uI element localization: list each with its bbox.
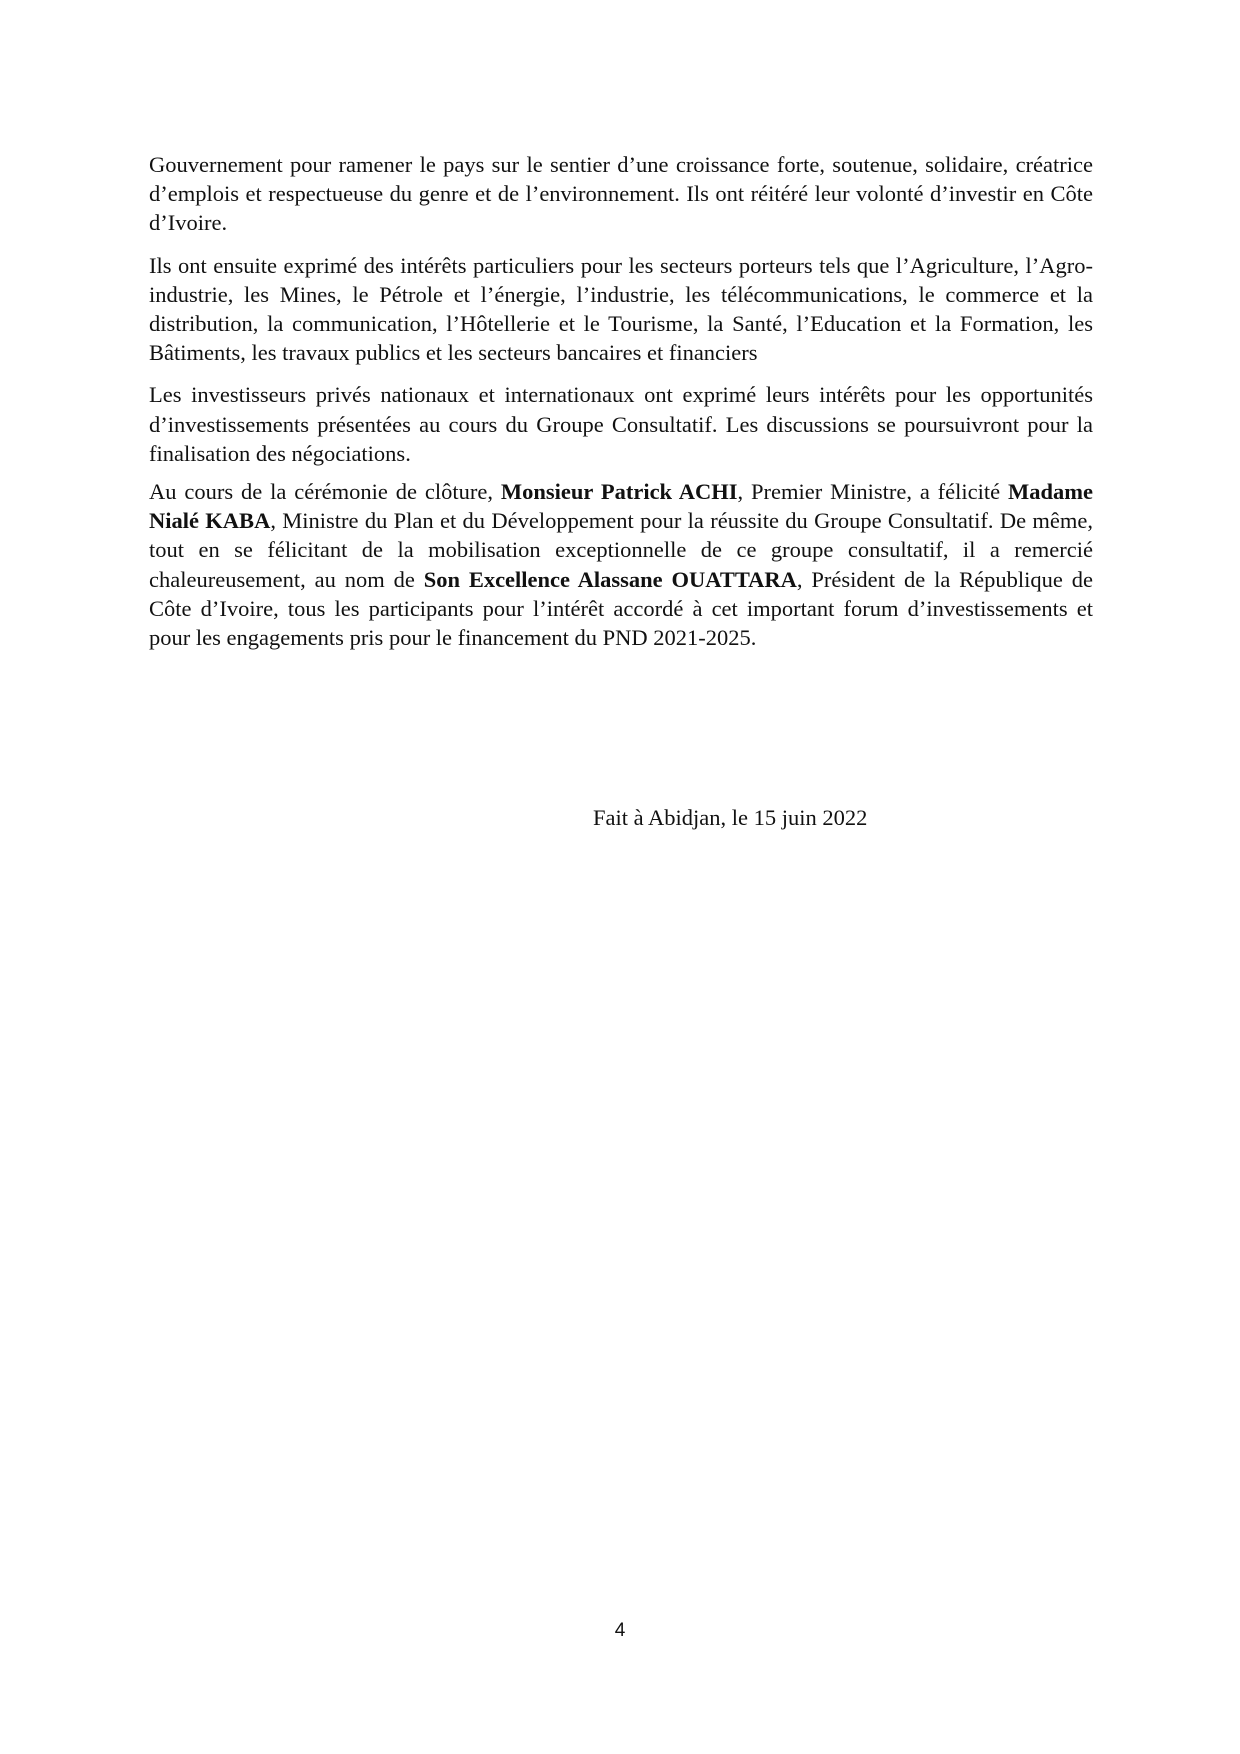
name-alassane-ouattara: Son Excellence Alassane OUATTARA xyxy=(423,566,797,592)
name-niale-kaba: Madame Nialé KABA xyxy=(149,479,1094,534)
paragraph-sector-interests: Ils ont ensuite exprimé des intérêts particuliers pour les secteurs porteurs tels que l’Agriculture, l’Agro-industrie, les Mines, le Pétrole et l’énergie, l’industrie, les télécommunications, le commerce et la distribution, la communication, l’Hôtellerie et le Tourisme, la Santé, l’Education et la Formation, les Bâtiments, les travaux publics et les secteurs bancaires et financiers xyxy=(149,252,1093,366)
closing-text-1: Au cours de la cérémonie de clôture, xyxy=(149,479,501,505)
signature-place-date: Fait à Abidjan, le 15 juin 2022 xyxy=(593,805,868,830)
paragraph-closing-ceremony xyxy=(149,477,1093,652)
name-patrick-achi: Monsieur Patrick ACHI xyxy=(500,479,738,505)
paragraph-private-investors: Les investisseurs privés nationaux et internationaux ont exprimé leurs intérêts pour les opportunités d’investissements présentées au cours du Groupe Consultatif. Les discussions se poursuivront pour la finalisation des négociations. xyxy=(149,382,1093,466)
closing-text-2: , Premier Ministre, a félicité xyxy=(737,479,1009,505)
paragraph-government-growth: Gouvernement pour ramener le pays sur le sentier d’une croissance forte, soutenue, solidaire, créatrice d’emplois et respectueuse du genre et de l’environnement. Ils ont réitéré leur volonté d’investir en Côte d’Ivoire. xyxy=(149,152,1093,236)
closing-text-4: , Président de la République de Côte d’Ivoire, tous les participants pour l’intérêt accordé à cet important forum d’investissements et pour les engagements pris pour le financement du PND 2021-2025. xyxy=(149,566,1093,651)
closing-text-3: , Ministre du Plan et du Développement pour la réussite du Groupe Consultatif. De même, tout en se félicitant de la mobilisation exceptionnelle de ce groupe consultatif, il a remercié chaleureusement, au nom de xyxy=(149,508,1093,592)
page-number: 4 xyxy=(614,1620,626,1641)
document-body xyxy=(149,150,1093,652)
